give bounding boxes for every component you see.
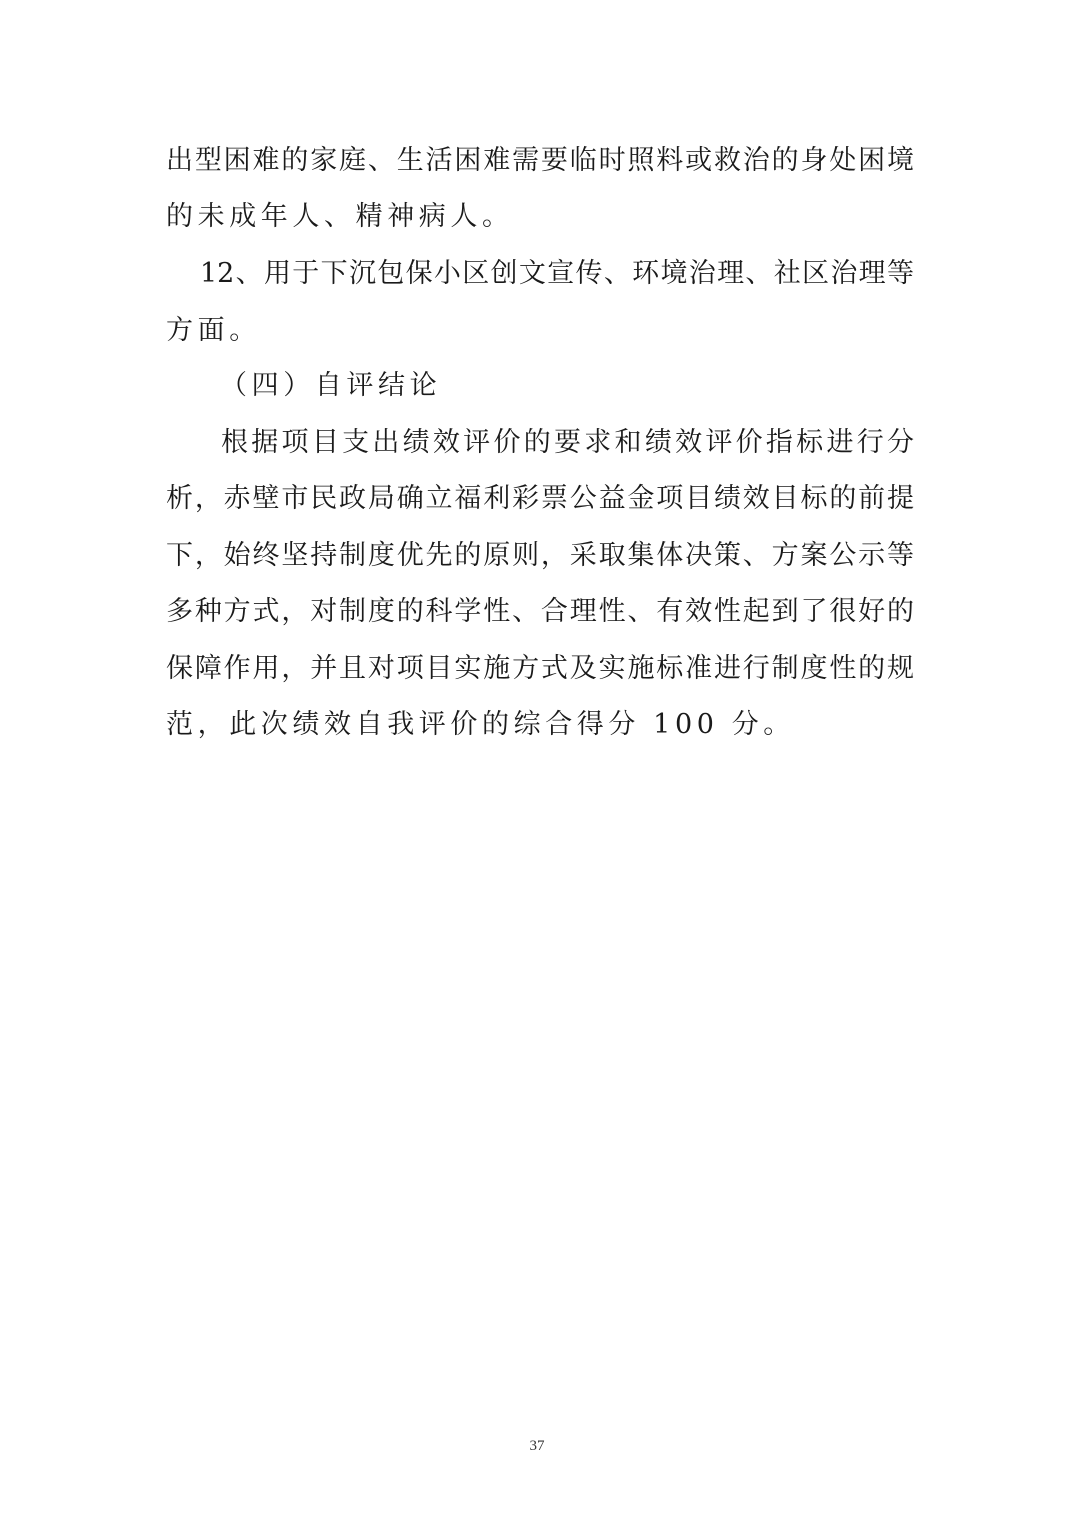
paragraph-line: 下，始终坚持制度优先的原则，采取集体决策、方案公示等 <box>166 540 914 571</box>
section-heading: （四）自评结论 <box>220 370 442 401</box>
paragraph-line: 多种方式，对制度的科学性、合理性、有效性起到了很好的 <box>166 596 914 627</box>
paragraph-line: 的未成年人、精神病人。 <box>166 201 514 232</box>
page-number: 37 <box>529 1438 545 1454</box>
paragraph-line: 保障作用，并且对项目实施方式及实施标准进行制度性的规 <box>166 653 914 684</box>
paragraph-line: 析，赤壁市民政局确立福利彩票公益金项目绩效目标的前提 <box>166 483 914 514</box>
list-item-12: 12、用于下沉包保小区创文宣传、环境治理、社区治理等 <box>200 258 914 289</box>
paragraph-line: 出型困难的家庭、生活困难需要临时照料或救治的身处困境 <box>166 145 914 176</box>
paragraph-line: 方面。 <box>166 315 261 346</box>
paragraph-line: 范，此次绩效自我评价的综合得分 100 分。 <box>166 709 795 740</box>
paragraph-line: 根据项目支出绩效评价的要求和绩效评价指标进行分 <box>221 427 914 458</box>
